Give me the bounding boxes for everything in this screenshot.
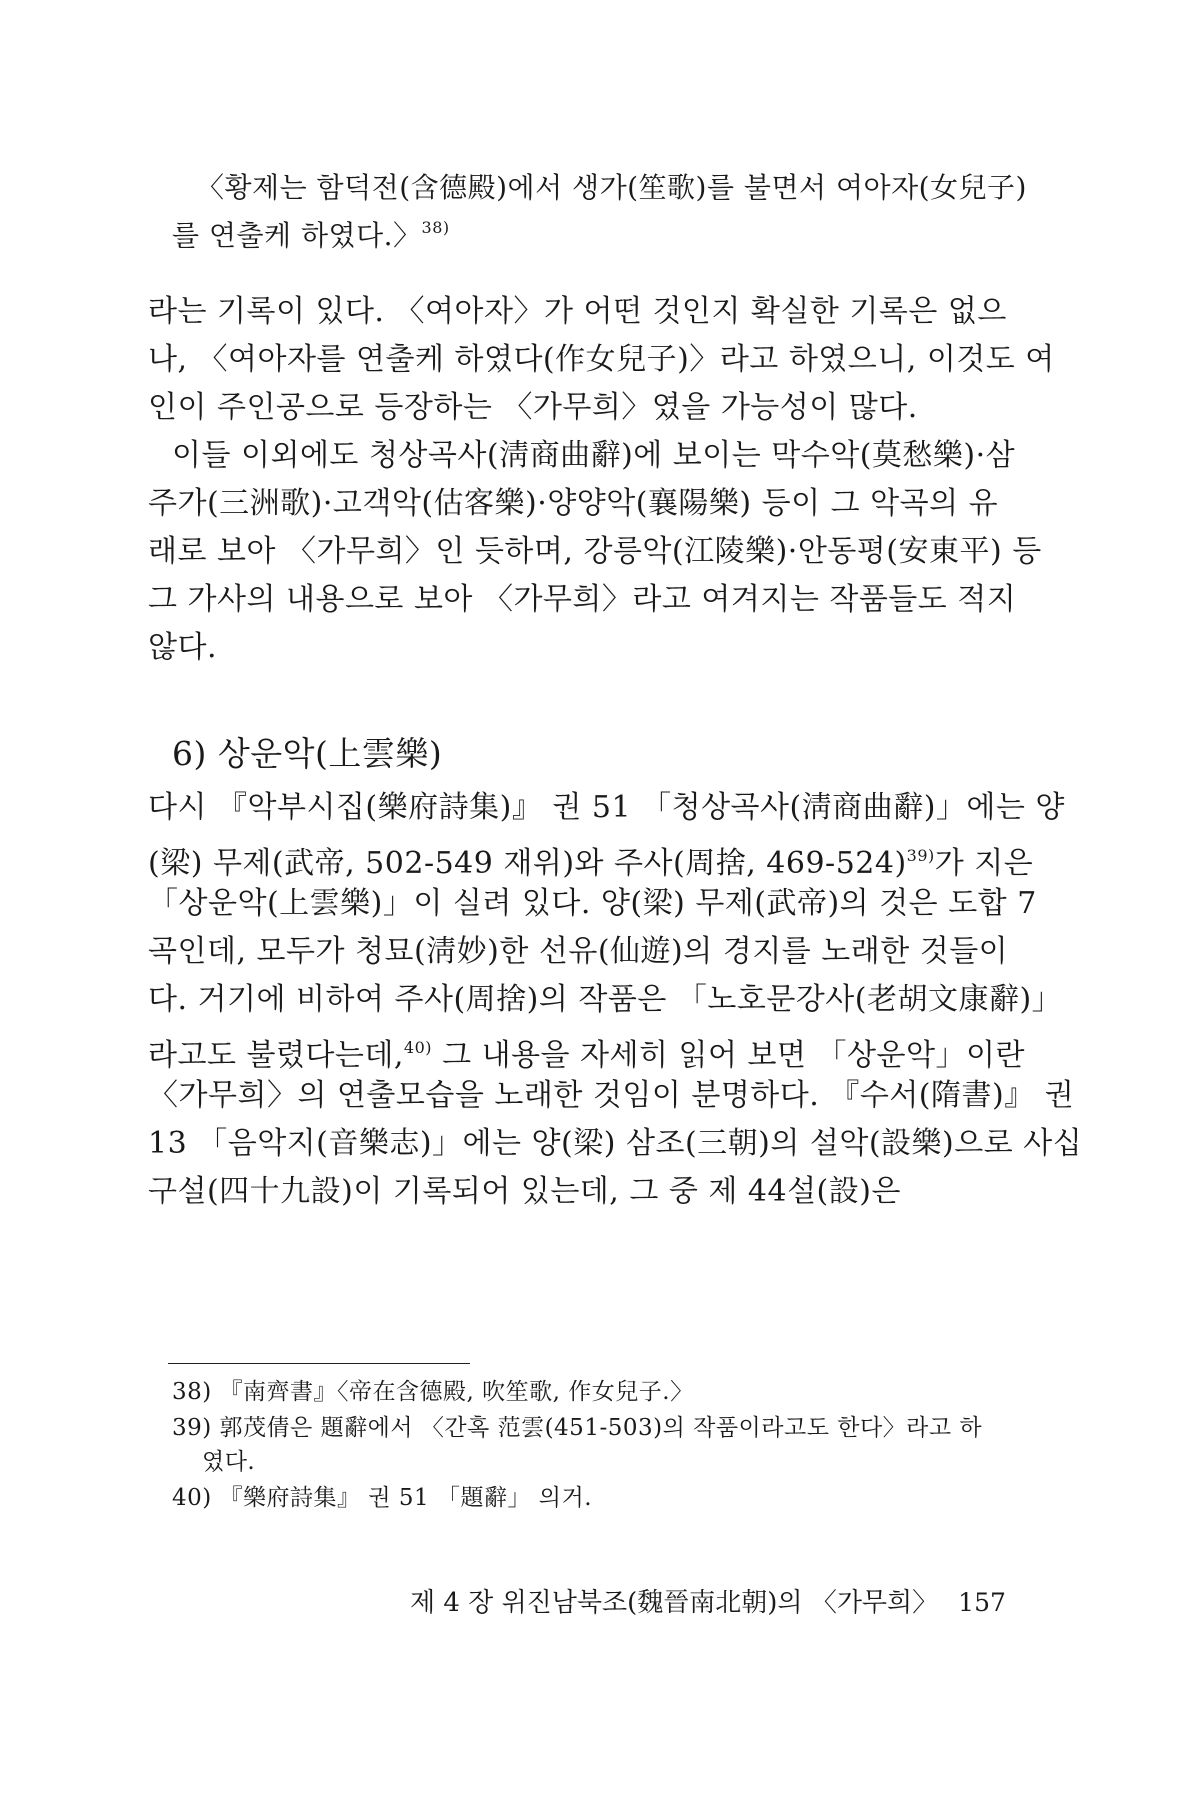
footnote-ref: 38) — [421, 218, 450, 237]
body-text: 라고도 불렸다는데, — [148, 1038, 404, 1073]
body-text: 그 내용을 자세히 읽어 보면 「상운악」이란 — [432, 1038, 1025, 1073]
body-line: 인이 주인공으로 등장하는 〈가무희〉였을 가능성이 많다. — [148, 390, 918, 425]
footnote-divider — [168, 1363, 470, 1364]
quote-line: 〈황제는 함덕전(含德殿)에서 생가(笙歌)를 불면서 여아자(女兒子) — [196, 171, 1027, 204]
body-line: 13 「음악지(音樂志)」에는 양(梁) 삼조(三朝)의 설악(設樂)으로 사십 — [148, 1126, 1083, 1161]
body-line: 「상운악(上雲樂)」이 실려 있다. 양(梁) 무제(武帝)의 것은 도합 7 — [148, 886, 1037, 921]
page-footer — [410, 1582, 1006, 1619]
footnote: 였다. — [202, 1449, 256, 1475]
body-line: 곡인데, 모두가 청묘(淸妙)한 선유(仙遊)의 경지를 노래한 것들이 — [148, 934, 1009, 969]
body-line: 주가(三洲歌)·고객악(估客樂)·양양악(襄陽樂) 등이 그 악곡의 유 — [148, 486, 999, 521]
body-line: 그 가사의 내용으로 보아 〈가무희〉라고 여겨지는 작품들도 적지 — [148, 582, 1017, 617]
body-line: 라는 기록이 있다. 〈여아자〉가 어떤 것인지 확실한 기록은 없으 — [148, 294, 1007, 329]
body-line — [148, 836, 1033, 884]
footnote-ref: 40) — [403, 1038, 433, 1057]
body-line: 구설(四十九設)이 기록되어 있는데, 그 중 제 44설(設)은 — [148, 1174, 901, 1209]
footnote-ref: 39) — [906, 846, 935, 865]
page-number: 157 — [958, 1588, 1006, 1617]
body-line: 래로 보아 〈가무희〉인 듯하며, 강릉악(江陵樂)·안동평(安東平) 등 — [148, 534, 1042, 569]
body-line: 〈가무희〉의 연출모습을 노래한 것임이 분명하다. 『수서(隋書)』 권 — [148, 1078, 1075, 1113]
quote-line — [172, 208, 450, 256]
body-text: (梁) 무제(武帝, 502-549 재위)와 주사(周捨, 469-524) — [148, 846, 907, 881]
body-line: 다. 거기에 비하여 주사(周捨)의 작품은 「노호문강사(老胡文康辭)」 — [148, 982, 1063, 1017]
body-line: 이들 이외에도 청상곡사(淸商曲辭)에 보이는 막수악(莫愁樂)·삼 — [172, 438, 1016, 473]
body-text: 가 지은 — [934, 846, 1034, 881]
body-line: 다시 『악부시집(樂府詩集)』 권 51 「청상곡사(淸商曲辭)」에는 양 — [148, 790, 1065, 825]
footnote: 39) 郭茂倩은 題辭에서 〈간혹 范雲(451-503)의 작품이라고도 한다〉라고 하 — [172, 1415, 983, 1441]
body-line: 나, 〈여아자를 연출케 하였다(作女兒子)〉라고 하였으니, 이것도 여 — [148, 342, 1055, 377]
body-line: 않다. — [148, 630, 217, 665]
footnote: 38) 『南齊書』〈帝在含德殿, 吹笙歌, 作女兒子.〉 — [172, 1379, 694, 1405]
section-heading: 6) 상운악(上雲樂) — [172, 734, 443, 773]
chapter-title: 제 4 장 위진남북조(魏晉南北朝)의 〈가무희〉 — [410, 1588, 939, 1618]
body-line — [148, 1028, 1025, 1076]
footnote: 40) 『樂府詩集』 권 51 「題辭」 의거. — [172, 1485, 593, 1511]
quote-text: 를 연출케 하였다.〉 — [172, 219, 422, 252]
